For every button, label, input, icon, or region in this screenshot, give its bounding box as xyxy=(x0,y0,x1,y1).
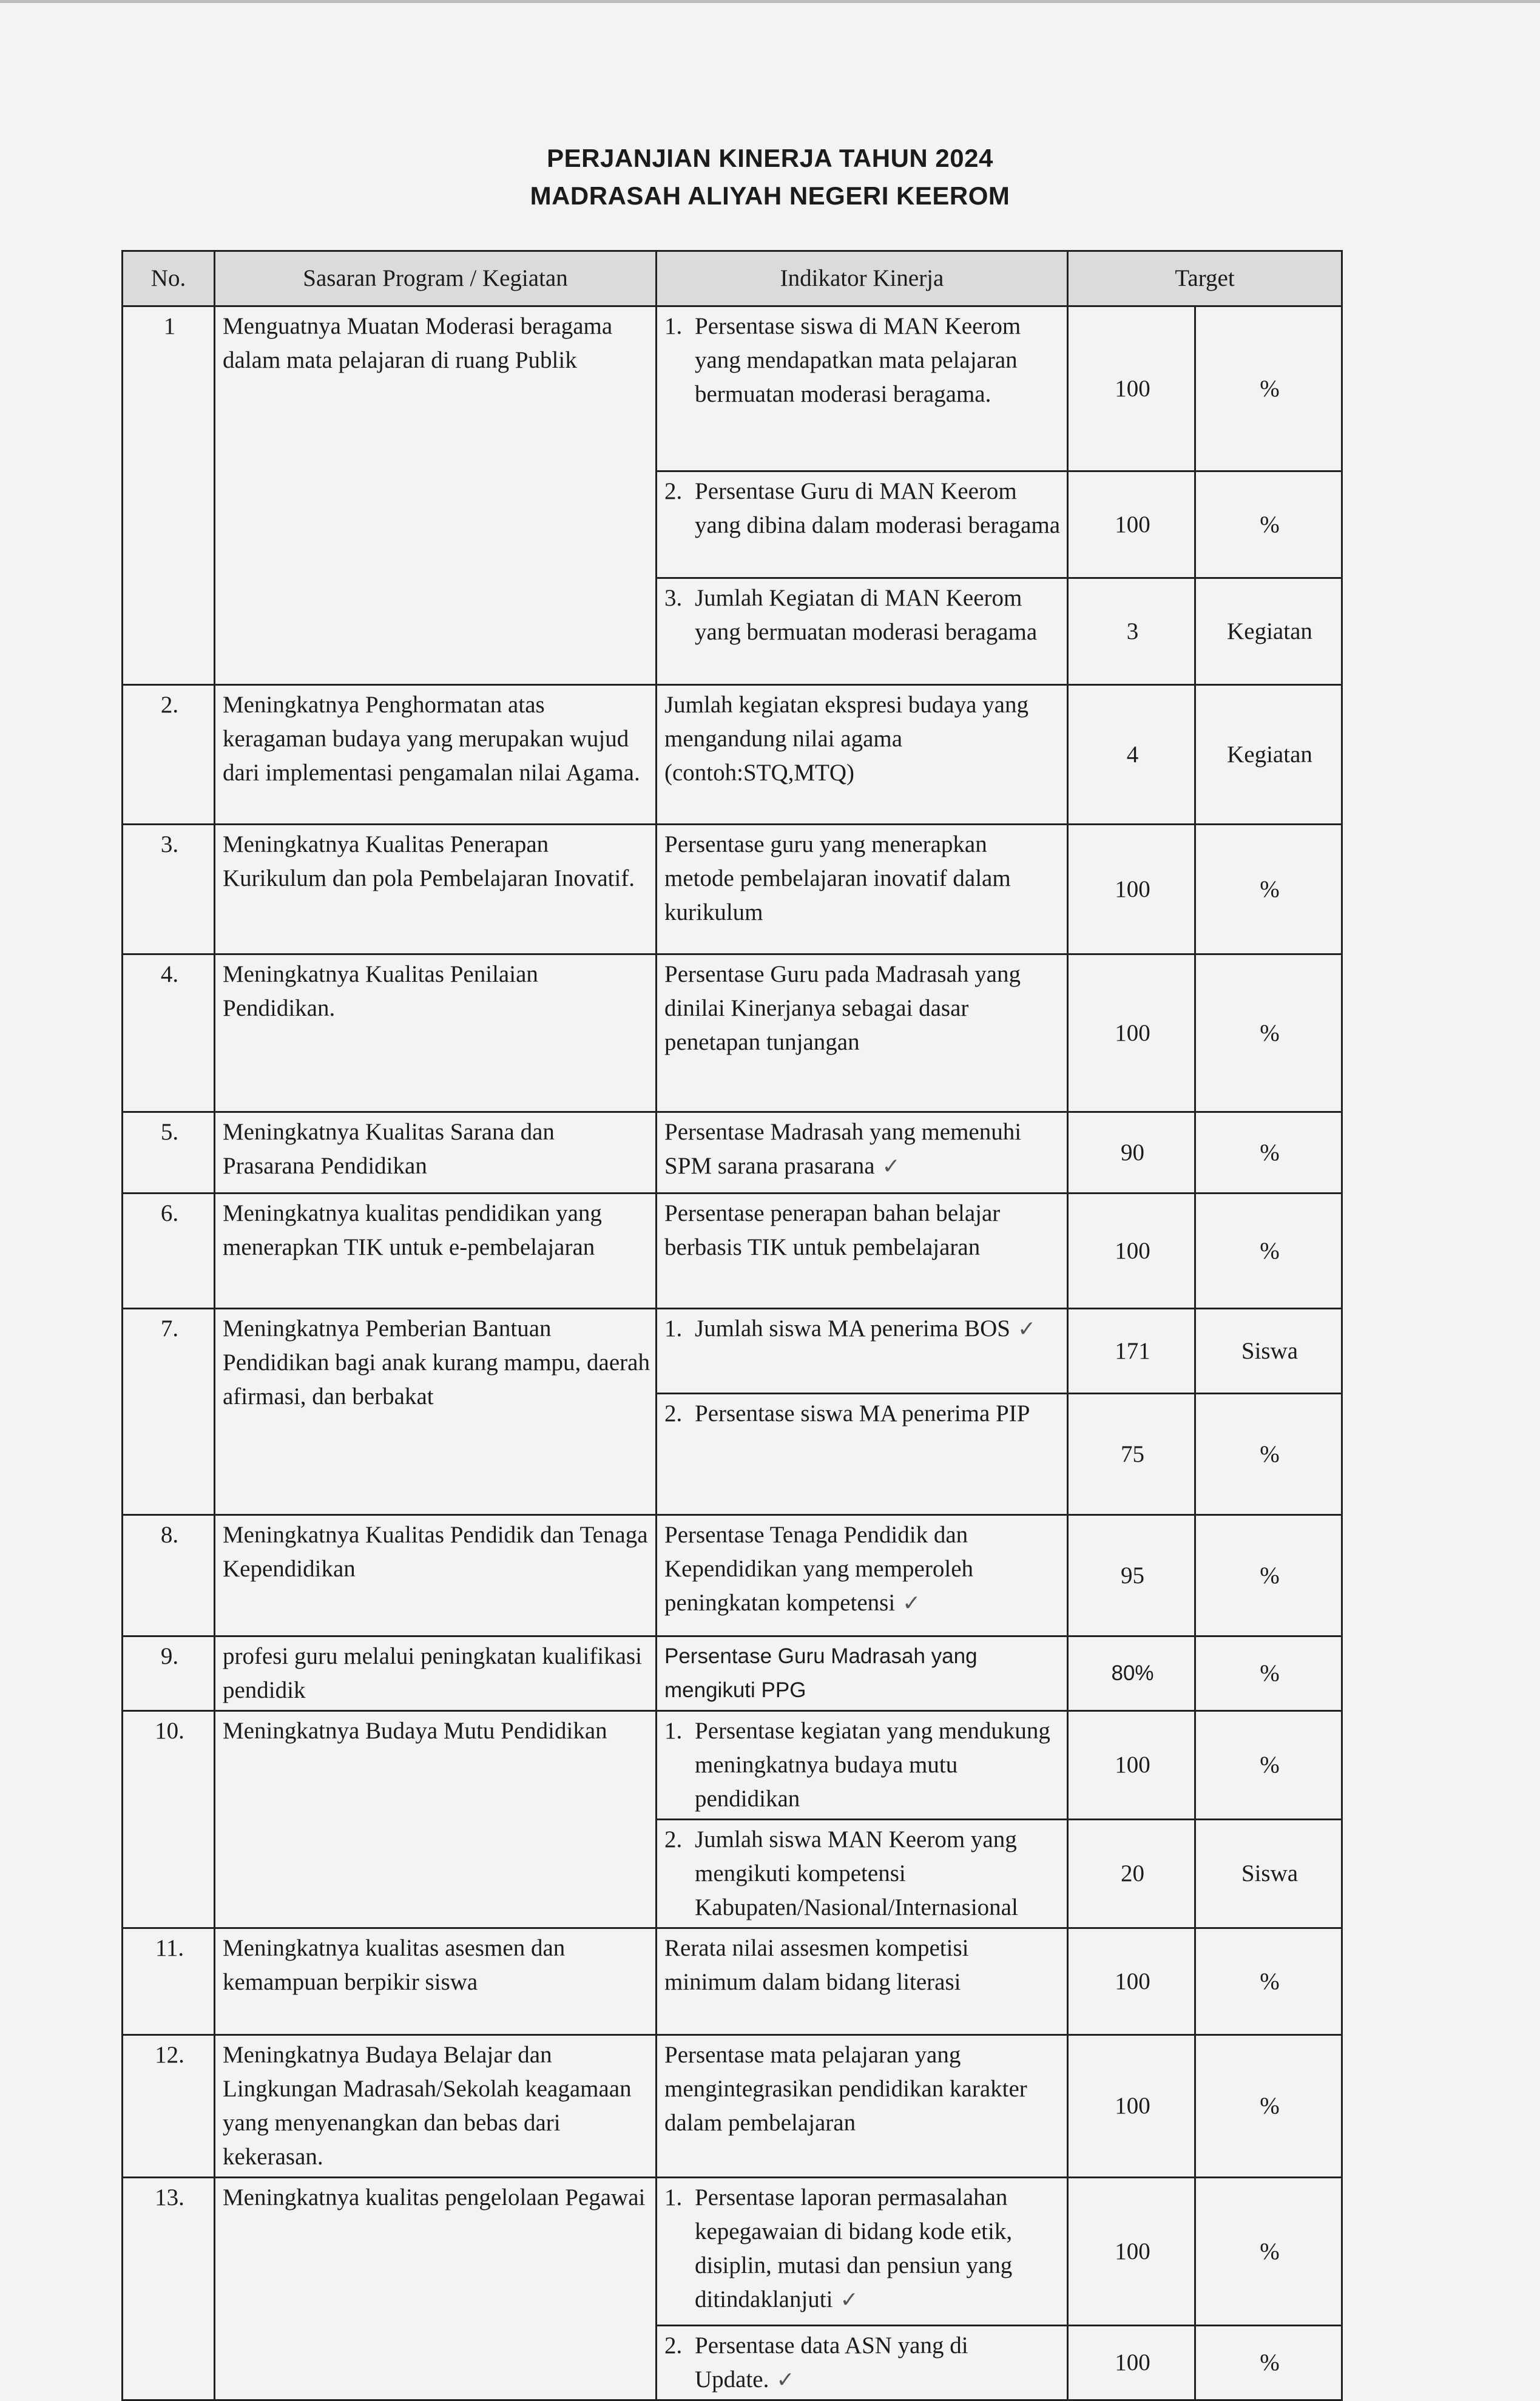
indicator-number: 1. xyxy=(664,1315,683,1342)
title-line-1: PERJANJIAN KINERJA TAHUN 2024 xyxy=(547,144,993,172)
indicator-number: 2. xyxy=(664,478,683,504)
target-unit: Siswa xyxy=(1195,1309,1342,1394)
scan-top-edge xyxy=(0,0,1540,3)
table-row xyxy=(123,1711,1342,1820)
row-sasaran: Meningkatnya kualitas pengelolaan Pegawai xyxy=(215,2178,657,2400)
row-sasaran: Meningkatnya Kualitas Pendidik dan Tenaga Kependidikan xyxy=(215,1515,657,1636)
target-value: 3 xyxy=(1068,578,1195,685)
target-value: 100 xyxy=(1068,471,1195,578)
target-value: 100 xyxy=(1068,2178,1195,2326)
row-indikator: Persentase mata pelajaran yang mengintegrasikan pendidikan karakter dalam pembelajaran xyxy=(657,2035,1068,2178)
target-value: 4 xyxy=(1068,685,1195,825)
row-indikator xyxy=(657,1515,1068,1636)
indicator-number: 1. xyxy=(664,313,683,339)
indicator-text: Jumlah siswa MA penerima BOS xyxy=(695,1315,1010,1342)
row-sasaran: Meningkatnya Penghormatan atas keragaman budaya yang merupakan wujud dari implementasi pengamalan nilai Agama. xyxy=(215,685,657,825)
indicator-text: Persentase data ASN yang di Update. xyxy=(695,2332,968,2393)
indicator-text: Persentase siswa di MAN Keerom yang mendapatkan mata pelajaran bermuatan moderasi beragama. xyxy=(695,313,1021,407)
indicator-text: Jumlah Kegiatan di MAN Keerom yang bermuatan moderasi beragama xyxy=(695,585,1038,645)
table-row xyxy=(123,1928,1342,2035)
table-row xyxy=(123,1309,1342,1394)
header-sasaran: Sasaran Program / Kegiatan xyxy=(215,251,657,306)
target-unit: Kegiatan xyxy=(1195,685,1342,825)
target-value: 100 xyxy=(1068,825,1195,954)
target-unit: % xyxy=(1195,2326,1342,2400)
row-sasaran: Meningkatnya kualitas pendidikan yang menerapkan TIK untuk e-pembelajaran xyxy=(215,1194,657,1309)
target-unit: Siswa xyxy=(1195,1820,1342,1928)
header-indikator: Indikator Kinerja xyxy=(657,251,1068,306)
header-target: Target xyxy=(1068,251,1342,306)
indicator-number: 2. xyxy=(664,2332,683,2359)
table-row xyxy=(123,2178,1342,2326)
row-indikator xyxy=(657,578,1068,685)
target-unit: % xyxy=(1195,1636,1342,1711)
table-row xyxy=(123,2035,1342,2178)
row-indikator xyxy=(657,1112,1068,1194)
table-header-row xyxy=(123,251,1342,306)
checkmark-icon: ✓ xyxy=(902,1591,921,1615)
checkmark-icon: ✓ xyxy=(840,2288,859,2312)
indicator-number: 1. xyxy=(664,2184,683,2210)
row-indikator: Jumlah kegiatan ekspresi budaya yang mengandung nilai agama (contoh:STQ,MTQ) xyxy=(657,685,1068,825)
row-number: 9. xyxy=(123,1636,215,1711)
row-sasaran: Meningkatnya Budaya Belajar dan Lingkungan Madrasah/Sekolah keagamaan yang menyenangkan dan bebas dari kekerasan. xyxy=(215,2035,657,2178)
header-no: No. xyxy=(123,251,215,306)
row-indikator xyxy=(657,2326,1068,2400)
target-unit: % xyxy=(1195,1928,1342,2035)
row-number: 13. xyxy=(123,2178,215,2400)
document-title xyxy=(0,140,1540,215)
row-sasaran: Meningkatnya Kualitas Penerapan Kurikulum dan pola Pembelajaran Inovatif. xyxy=(215,825,657,954)
target-unit: Kegiatan xyxy=(1195,578,1342,685)
table-row xyxy=(123,1194,1342,1309)
row-number: 6. xyxy=(123,1194,215,1309)
row-sasaran: profesi guru melalui peningkatan kualifikasi pendidik xyxy=(215,1636,657,1711)
table-row xyxy=(123,954,1342,1112)
target-unit: % xyxy=(1195,1112,1342,1194)
row-indikator: Persentase penerapan bahan belajar berbasis TIK untuk pembelajaran xyxy=(657,1194,1068,1309)
target-value: 100 xyxy=(1068,1928,1195,2035)
row-number: 8. xyxy=(123,1515,215,1636)
target-unit: % xyxy=(1195,2035,1342,2178)
target-unit: % xyxy=(1195,306,1342,471)
row-sasaran: Meningkatnya Pemberian Bantuan Pendidikan bagi anak kurang mampu, daerah afirmasi, dan berbakat xyxy=(215,1309,657,1515)
row-indikator: Rerata nilai assesmen kompetisi minimum dalam bidang literasi xyxy=(657,1928,1068,2035)
row-indikator xyxy=(657,1394,1068,1515)
row-number: 7. xyxy=(123,1309,215,1515)
row-indikator xyxy=(657,1820,1068,1928)
row-number: 10. xyxy=(123,1711,215,1928)
target-unit: % xyxy=(1195,471,1342,578)
indicator-number: 3. xyxy=(664,585,683,611)
table-row xyxy=(123,685,1342,825)
target-unit: % xyxy=(1195,1711,1342,1820)
table-row xyxy=(123,825,1342,954)
target-unit: % xyxy=(1195,1194,1342,1309)
row-number: 3. xyxy=(123,825,215,954)
checkmark-icon: ✓ xyxy=(776,2368,795,2392)
row-sasaran: Menguatnya Muatan Moderasi beragama dalam mata pelajaran di ruang Publik xyxy=(215,306,657,685)
table-row xyxy=(123,306,1342,471)
target-value: 95 xyxy=(1068,1515,1195,1636)
row-sasaran: Meningkatnya Kualitas Penilaian Pendidikan. xyxy=(215,954,657,1112)
target-unit: % xyxy=(1195,825,1342,954)
row-indikator: Persentase Guru pada Madrasah yang dinilai Kinerjanya sebagai dasar penetapan tunjangan xyxy=(657,954,1068,1112)
target-value: 100 xyxy=(1068,954,1195,1112)
indicator-text: Persentase Tenaga Pendidik dan Kependidikan yang memperoleh peningkatan kompetensi xyxy=(664,1522,973,1616)
target-unit: % xyxy=(1195,954,1342,1112)
target-value: 80% xyxy=(1068,1636,1195,1711)
target-unit: % xyxy=(1195,2178,1342,2326)
row-indikator xyxy=(657,1711,1068,1820)
row-sasaran: Meningkatnya kualitas asesmen dan kemampuan berpikir siswa xyxy=(215,1928,657,2035)
checkmark-icon: ✓ xyxy=(882,1154,900,1178)
row-sasaran: Meningkatnya Kualitas Sarana dan Prasarana Pendidikan xyxy=(215,1112,657,1194)
row-number: 1 xyxy=(123,306,215,685)
target-value: 100 xyxy=(1068,2035,1195,2178)
table-row xyxy=(123,1636,1342,1711)
indicator-number: 2. xyxy=(664,1826,683,1852)
target-value: 75 xyxy=(1068,1394,1195,1515)
row-number: 2. xyxy=(123,685,215,825)
indicator-text: Jumlah siswa MAN Keerom yang mengikuti kompetensi Kabupaten/Nasional/Internasional xyxy=(695,1826,1018,1920)
table-row xyxy=(123,1515,1342,1636)
row-number: 4. xyxy=(123,954,215,1112)
indicator-text: Persentase Madrasah yang memenuhi SPM sarana prasarana xyxy=(664,1119,1022,1179)
table-row xyxy=(123,1112,1342,1194)
target-unit: % xyxy=(1195,1394,1342,1515)
row-sasaran: Meningkatnya Budaya Mutu Pendidikan xyxy=(215,1711,657,1928)
target-value: 100 xyxy=(1068,1711,1195,1820)
target-value: 100 xyxy=(1068,1194,1195,1309)
indicator-number: 1. xyxy=(664,1718,683,1744)
indicator-text: Persentase kegiatan yang mendukung meningkatnya budaya mutu pendidikan xyxy=(695,1718,1050,1812)
indicator-text: Persentase laporan permasalahan kepegawaian di bidang kode etik, disiplin, mutasi dan pensiun yang ditindaklanjuti xyxy=(695,2184,1013,2312)
row-indikator: Persentase Guru Madrasah yang mengikuti PPG xyxy=(657,1636,1068,1711)
performance-agreement-table xyxy=(121,250,1343,2401)
title-line-2: MADRASAH ALIYAH NEGERI KEEROM xyxy=(530,181,1010,210)
target-value: 171 xyxy=(1068,1309,1195,1394)
indicator-number: 2. xyxy=(664,1400,683,1427)
row-number: 12. xyxy=(123,2035,215,2178)
row-number: 11. xyxy=(123,1928,215,2035)
row-indikator xyxy=(657,471,1068,578)
target-value: 90 xyxy=(1068,1112,1195,1194)
indicator-text: Persentase siswa MA penerima PIP xyxy=(695,1400,1030,1427)
row-indikator xyxy=(657,306,1068,471)
row-indikator xyxy=(657,1309,1068,1394)
row-indikator: Persentase guru yang menerapkan metode pembelajaran inovatif dalam kurikulum xyxy=(657,825,1068,954)
target-value: 20 xyxy=(1068,1820,1195,1928)
target-value: 100 xyxy=(1068,306,1195,471)
target-value: 100 xyxy=(1068,2326,1195,2400)
indicator-text: Persentase Guru di MAN Keerom yang dibina dalam moderasi beragama xyxy=(695,478,1061,538)
row-indikator xyxy=(657,2178,1068,2326)
checkmark-icon: ✓ xyxy=(1017,1317,1036,1341)
row-number: 5. xyxy=(123,1112,215,1194)
target-unit: % xyxy=(1195,1515,1342,1636)
